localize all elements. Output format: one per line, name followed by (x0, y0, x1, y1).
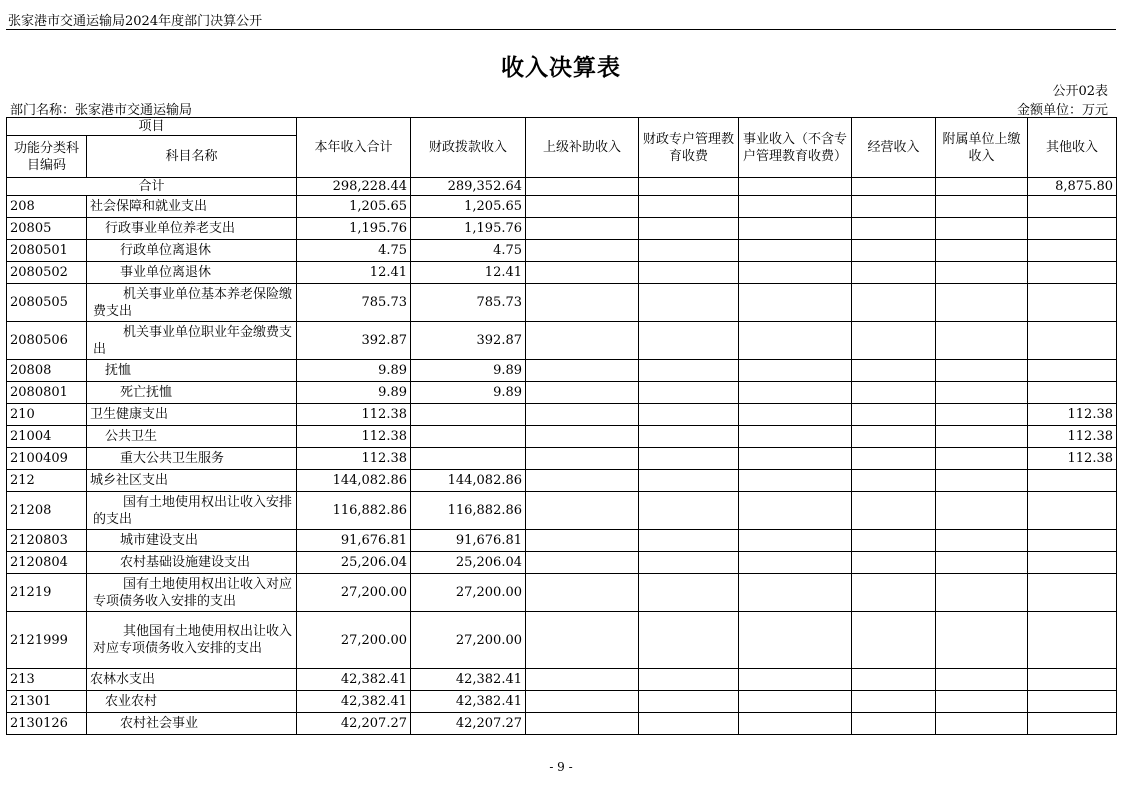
total-income-cell: 91,676.81 (297, 530, 411, 552)
header-func-code: 功能分类科目编码 (7, 136, 87, 178)
table-row (7, 284, 1117, 322)
table-row (7, 404, 1117, 426)
func-code-cell: 2121999 (7, 612, 87, 669)
fiscal-allocation-cell: 27,200.00 (411, 574, 526, 612)
other-income-cell (1028, 470, 1117, 492)
item-name-cell: 死亡抚恤 (87, 382, 297, 404)
total-income-cell: 392.87 (297, 322, 411, 360)
func-code-cell: 21208 (7, 492, 87, 530)
page-number: - 9 - (549, 760, 573, 774)
func-code-cell: 2120803 (7, 530, 87, 552)
fiscal-allocation-cell: 9.89 (411, 360, 526, 382)
item-name-cell: 公共卫生 (87, 426, 297, 448)
other-income-cell (1028, 574, 1117, 612)
func-code-cell: 2080506 (7, 322, 87, 360)
item-name-cell: 机关事业单位职业年金缴费支出 (87, 322, 297, 360)
item-name-cell: 农林水支出 (87, 669, 297, 691)
other-income-cell (1028, 552, 1117, 574)
header-project: 项目 (7, 118, 297, 136)
table-row (7, 574, 1117, 612)
total-row (7, 178, 1117, 196)
func-code-cell: 21219 (7, 574, 87, 612)
header-superior-subsidy: 上级补助收入 (526, 118, 639, 178)
header-affiliated-income: 附属单位上缴收入 (936, 118, 1028, 178)
other-income-cell (1028, 612, 1117, 669)
other-income-cell: 112.38 (1028, 404, 1117, 426)
other-income-cell (1028, 669, 1117, 691)
other-income-cell (1028, 218, 1117, 240)
func-code-cell: 213 (7, 669, 87, 691)
total-income-cell: 144,082.86 (297, 470, 411, 492)
fiscal-allocation-cell: 1,195.76 (411, 218, 526, 240)
total-income-cell: 785.73 (297, 284, 411, 322)
table-row (7, 470, 1117, 492)
table-row (7, 262, 1117, 284)
header-fiscal-edu-fees: 财政专户管理教育收费 (639, 118, 739, 178)
table-row (7, 240, 1117, 262)
table-row (7, 691, 1117, 713)
item-name-cell: 农村基础设施建设支出 (87, 552, 297, 574)
header-other-income: 其他收入 (1028, 118, 1117, 178)
other-income-cell (1028, 322, 1117, 360)
func-code-cell: 20805 (7, 218, 87, 240)
func-code-cell: 2080505 (7, 284, 87, 322)
amount-unit: 金额单位：万元 (1016, 103, 1108, 118)
func-code-cell: 2120804 (7, 552, 87, 574)
other-income-cell (1028, 284, 1117, 322)
total-income-cell: 112.38 (297, 448, 411, 470)
item-name-cell: 卫生健康支出 (87, 404, 297, 426)
total-income-cell: 27,200.00 (297, 612, 411, 669)
fiscal-allocation-cell: 27,200.00 (411, 612, 526, 669)
other-income-cell (1028, 492, 1117, 530)
fiscal-allocation-cell: 42,382.41 (411, 691, 526, 713)
fiscal-allocation-cell: 116,882.86 (411, 492, 526, 530)
func-code-cell: 2130126 (7, 713, 87, 735)
func-code-cell: 210 (7, 404, 87, 426)
table-row (7, 382, 1117, 404)
table-row (7, 492, 1117, 530)
func-code-cell: 2100409 (7, 448, 87, 470)
header-rule (6, 29, 1116, 30)
header-business-income: 事业收入（不含专户管理教育收费） (739, 118, 852, 178)
fiscal-allocation-cell: 9.89 (411, 382, 526, 404)
table-row (7, 426, 1117, 448)
other-income-cell (1028, 713, 1117, 735)
fiscal-allocation-cell: 12.41 (411, 262, 526, 284)
table-number: 公开02表 (1052, 84, 1108, 99)
table-row (7, 218, 1117, 240)
other-income-cell: 112.38 (1028, 448, 1117, 470)
total-income-cell: 116,882.86 (297, 492, 411, 530)
total-income-cell: 42,382.41 (297, 691, 411, 713)
func-code-cell: 2080502 (7, 262, 87, 284)
fiscal-allocation-cell: 25,206.04 (411, 552, 526, 574)
func-code-cell: 212 (7, 470, 87, 492)
total-other-cell: 8,875.80 (1028, 178, 1117, 196)
item-name-cell: 国有土地使用权出让收入对应专项债务收入安排的支出 (87, 574, 297, 612)
total-income-cell: 112.38 (297, 404, 411, 426)
table-row (7, 196, 1117, 218)
table-row (7, 530, 1117, 552)
total-income-cell: 42,207.27 (297, 713, 411, 735)
other-income-cell (1028, 382, 1117, 404)
func-code-cell: 2080801 (7, 382, 87, 404)
item-name-cell: 事业单位离退休 (87, 262, 297, 284)
fiscal-allocation-cell: 144,082.86 (411, 470, 526, 492)
total-income-cell: 12.41 (297, 262, 411, 284)
total-income-cell: 4.75 (297, 240, 411, 262)
total-label: 合计 (7, 178, 297, 196)
header-fiscal-allocation: 财政拨款收入 (411, 118, 526, 178)
fiscal-allocation-cell (411, 404, 526, 426)
fiscal-allocation-cell: 4.75 (411, 240, 526, 262)
table-row (7, 448, 1117, 470)
table-row (7, 612, 1117, 669)
other-income-cell (1028, 530, 1117, 552)
table-row (7, 669, 1117, 691)
total-income-cell: 1,205.65 (297, 196, 411, 218)
total-income-cell: 25,206.04 (297, 552, 411, 574)
department-name: 部门名称：张家港市交通运输局 (10, 103, 193, 118)
fiscal-allocation-cell: 42,207.27 (411, 713, 526, 735)
func-code-cell: 208 (7, 196, 87, 218)
income-table (6, 117, 1117, 735)
other-income-cell (1028, 691, 1117, 713)
total-income-cell: 112.38 (297, 426, 411, 448)
other-income-cell (1028, 360, 1117, 382)
item-name-cell: 机关事业单位基本养老保险缴费支出 (87, 284, 297, 322)
total-income-cell: 1,195.76 (297, 218, 411, 240)
other-income-cell: 112.38 (1028, 426, 1117, 448)
fiscal-allocation-cell (411, 426, 526, 448)
item-name-cell: 城市建设支出 (87, 530, 297, 552)
other-income-cell (1028, 262, 1117, 284)
total-fiscal-cell: 289,352.64 (411, 178, 526, 196)
total-income-cell: 9.89 (297, 360, 411, 382)
item-name-cell: 行政单位离退休 (87, 240, 297, 262)
item-name-cell: 行政事业单位养老支出 (87, 218, 297, 240)
fiscal-allocation-cell: 42,382.41 (411, 669, 526, 691)
header-total-income: 本年收入合计 (297, 118, 411, 178)
table-row (7, 322, 1117, 360)
item-name-cell: 社会保障和就业支出 (87, 196, 297, 218)
page-title: 收入决算表 (501, 55, 621, 81)
func-code-cell: 2080501 (7, 240, 87, 262)
total-income-cell: 9.89 (297, 382, 411, 404)
item-name-cell: 抚恤 (87, 360, 297, 382)
table-row (7, 360, 1117, 382)
item-name-cell: 农业农村 (87, 691, 297, 713)
fiscal-allocation-cell (411, 448, 526, 470)
item-name-cell: 城乡社区支出 (87, 470, 297, 492)
header-item-name: 科目名称 (87, 136, 297, 178)
other-income-cell (1028, 240, 1117, 262)
header-operating-income: 经营收入 (852, 118, 936, 178)
running-header: 张家港市交通运输局2024年度部门决算公开 (8, 14, 263, 29)
item-name-cell: 国有土地使用权出让收入安排的支出 (87, 492, 297, 530)
table-row (7, 713, 1117, 735)
func-code-cell: 20808 (7, 360, 87, 382)
total-income-cell: 298,228.44 (297, 178, 411, 196)
fiscal-allocation-cell: 91,676.81 (411, 530, 526, 552)
item-name-cell: 农村社会事业 (87, 713, 297, 735)
fiscal-allocation-cell: 392.87 (411, 322, 526, 360)
fiscal-allocation-cell: 785.73 (411, 284, 526, 322)
other-income-cell (1028, 196, 1117, 218)
func-code-cell: 21004 (7, 426, 87, 448)
func-code-cell: 21301 (7, 691, 87, 713)
fiscal-allocation-cell: 1,205.65 (411, 196, 526, 218)
item-name-cell: 其他国有土地使用权出让收入对应专项债务收入安排的支出 (87, 612, 297, 669)
table-row (7, 552, 1117, 574)
total-income-cell: 42,382.41 (297, 669, 411, 691)
item-name-cell: 重大公共卫生服务 (87, 448, 297, 470)
total-income-cell: 27,200.00 (297, 574, 411, 612)
